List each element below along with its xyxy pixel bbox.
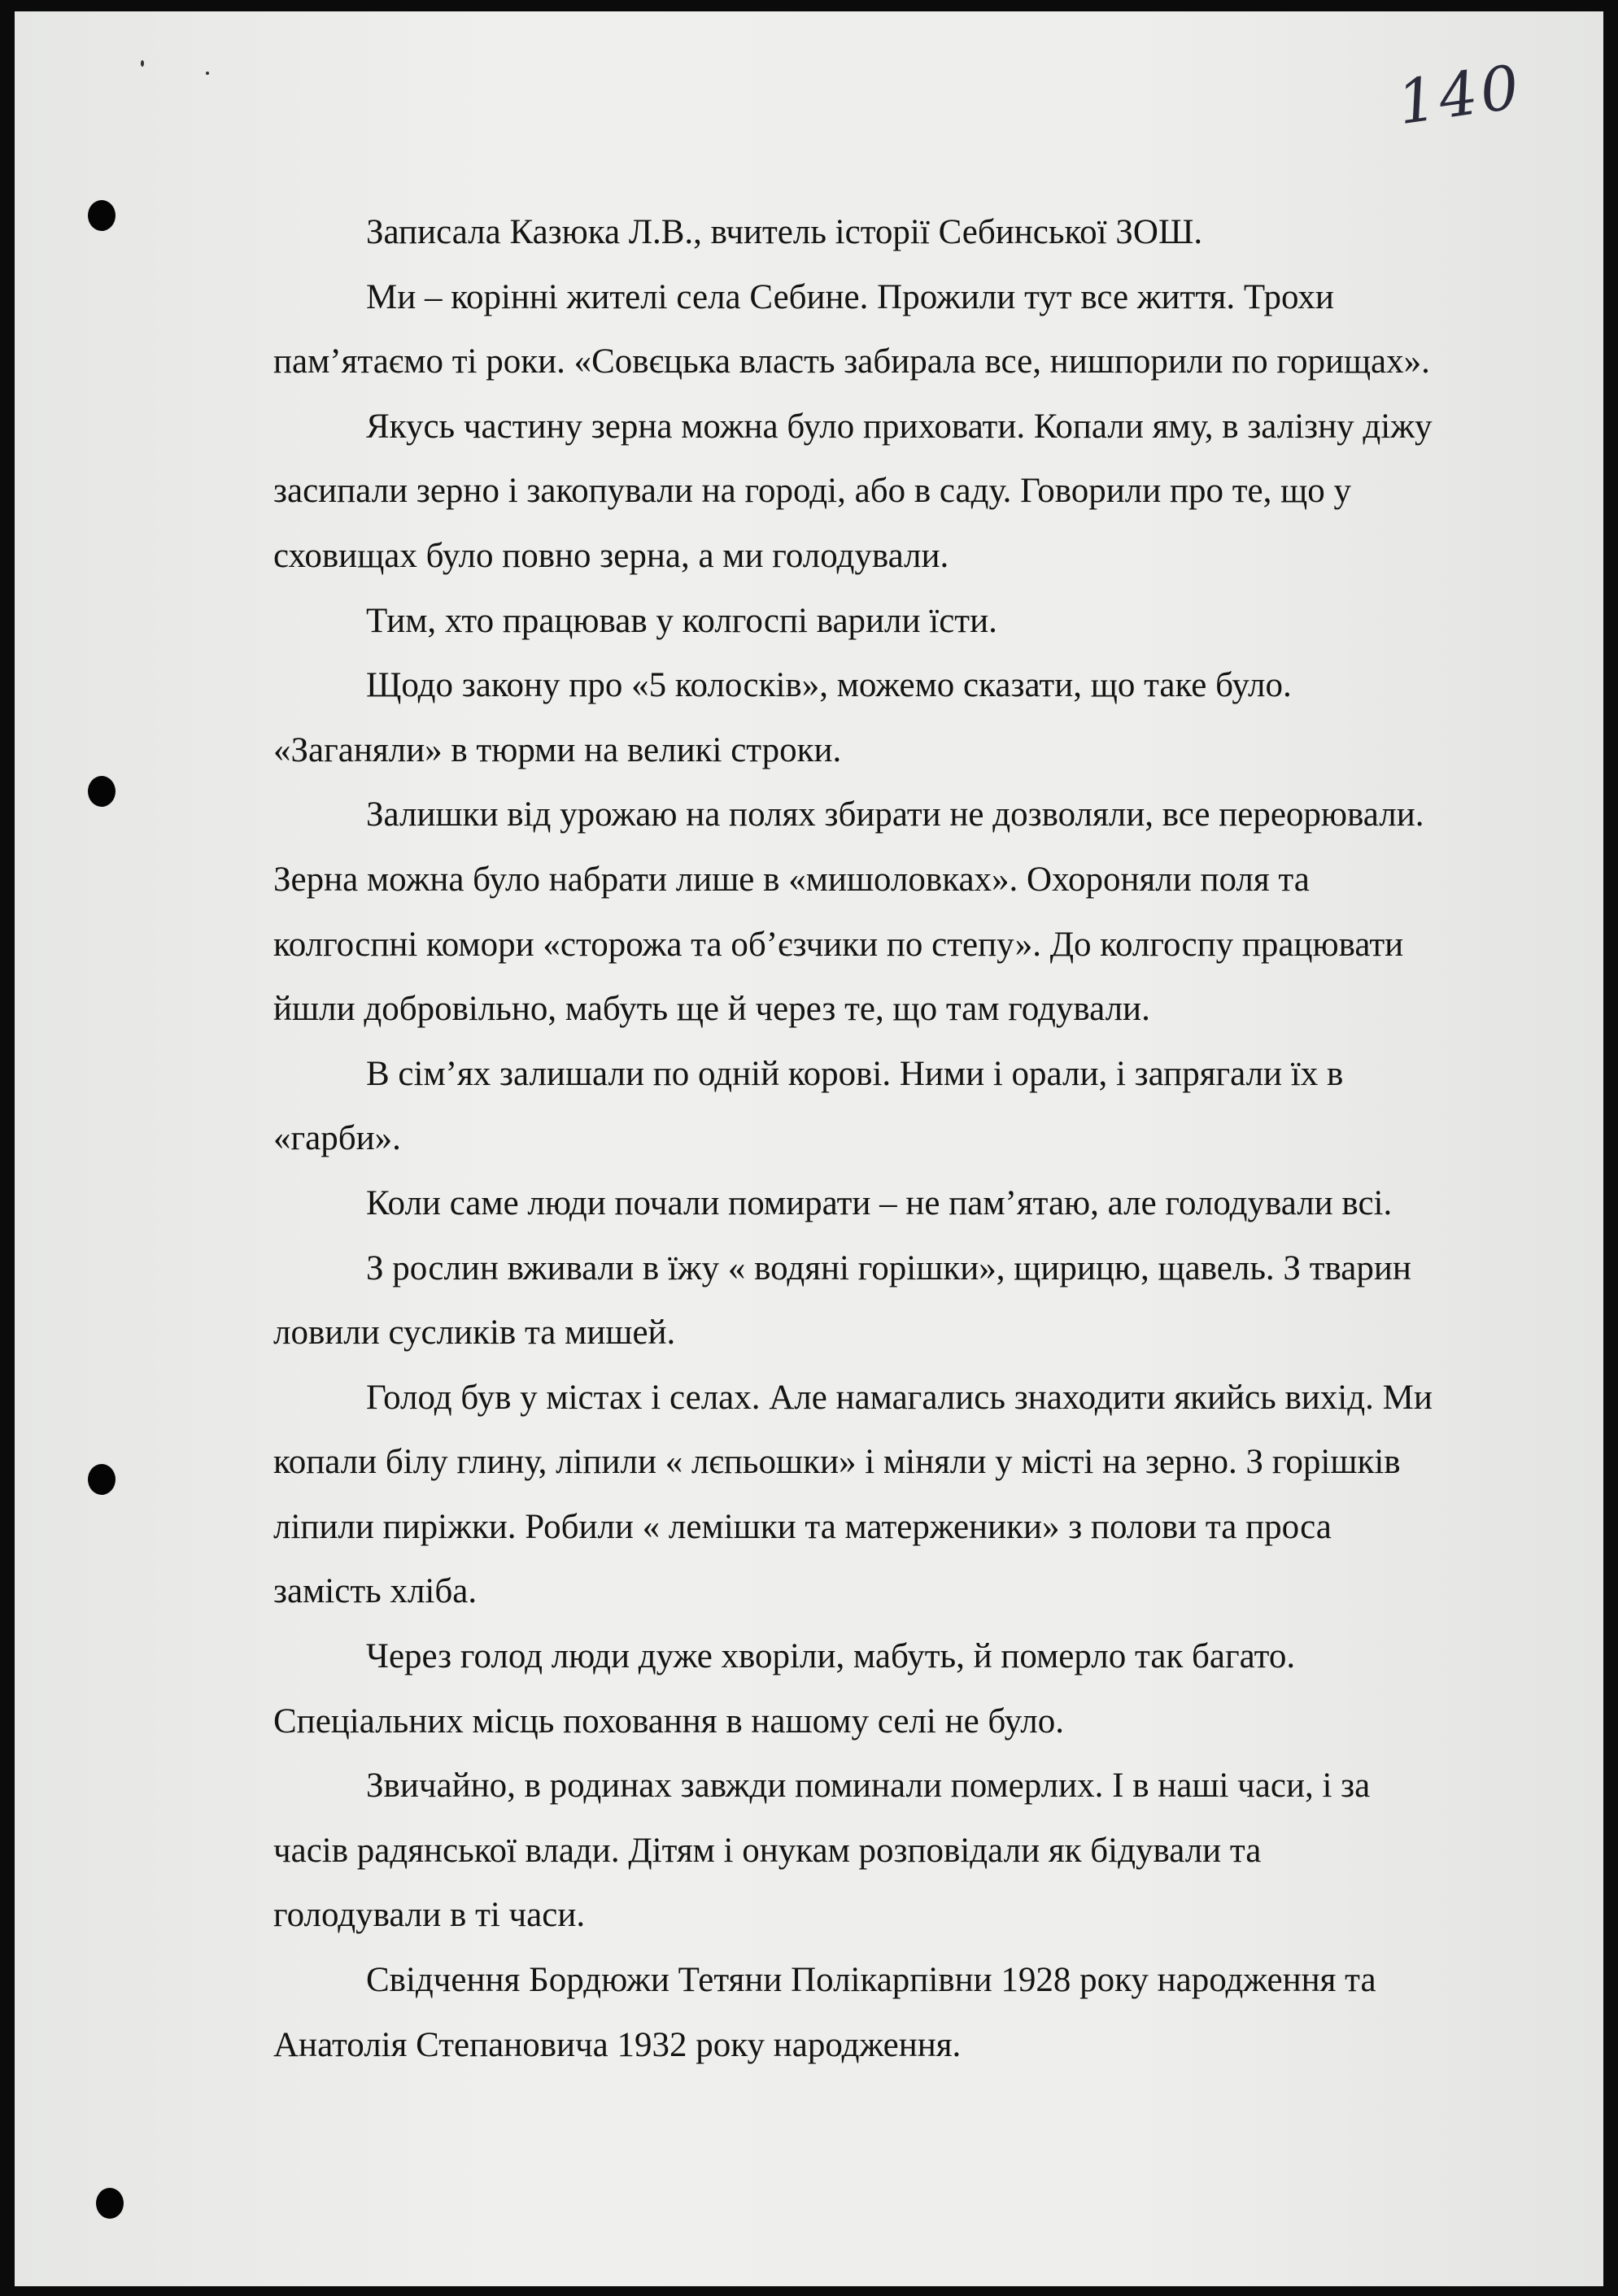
text-line: Записала Казюка Л.В., вчитель історії Себинської ЗОШ.: [366, 213, 1203, 251]
text-line: йшли добровільно, мабуть ще й через те, що там годували.: [273, 990, 1150, 1029]
scan-speck: [206, 72, 209, 75]
text-line: Анатолія Степановича 1932 року народження.: [273, 2025, 962, 2064]
text-line: В сім’ях залишали по одній корові. Ними і орали, і запрягали їх в: [366, 1054, 1344, 1093]
text-line: голодували в ті часи.: [273, 1896, 586, 1935]
text-line: Зерна можна було набрати лише в «мишоловках». Охороняли поля та: [273, 860, 1310, 899]
paragraph: [15, 1042, 1603, 1171]
text-line: Свідчення Бордюжи Тетяни Полікарпівни 1928 року народження та: [366, 1961, 1376, 2000]
paragraph: [15, 589, 1603, 654]
paragraph: [15, 1624, 1603, 1754]
paragraph: [15, 265, 1603, 394]
paragraph: [15, 653, 1603, 782]
text-line: ліпили пиріжки. Робили « лемішки та матерженики» з полови та проса: [273, 1507, 1332, 1546]
text-line: колгоспні комори «сторожа та об’єзчики по степу». До колгоспу працювати: [273, 925, 1404, 964]
paragraph: [15, 1754, 1603, 1948]
text-line: «гарби».: [273, 1119, 401, 1158]
paragraph: [15, 1366, 1603, 1624]
text-line: Щодо закону про «5 колосків», можемо сказати, що таке було.: [366, 666, 1292, 705]
document-page: [15, 11, 1603, 2286]
punch-hole: [96, 2188, 124, 2219]
paragraph: [15, 1171, 1603, 1236]
text-line: сховищах було повно зерна, а ми голодували.: [273, 536, 949, 575]
text-line: часів радянської влади. Дітям і онукам розповідали як бідували та: [273, 1831, 1262, 1870]
text-line: Через голод люди дуже хворіли, мабуть, й померло так багато.: [366, 1637, 1296, 1676]
paragraph: [15, 1948, 1603, 2077]
text-line: Звичайно, в родинах завжди поминали померлих. І в наші часи, і за: [366, 1767, 1371, 1806]
scan-speck: [141, 60, 144, 67]
text-line: Залишки від урожаю на полях збирати не дозволяли, все переорювали.: [366, 795, 1424, 834]
text-line: замість хліба.: [273, 1572, 478, 1611]
text-line: Тим, хто працював у колгоспі варили їсти.: [366, 601, 997, 640]
text-line: Якусь частину зерна можна було приховати. Копали яму, в залізну діжу: [366, 407, 1433, 446]
handwritten-page-number: 140: [1393, 51, 1527, 139]
paragraph: [15, 394, 1603, 589]
paragraph: [15, 1236, 1603, 1366]
text-line: Ми – корінні жителі села Себине. Прожили тут все життя. Трохи: [366, 277, 1334, 316]
document-body: [15, 200, 1603, 2077]
text-line: Голод був у містах і селах. Але намагались знаходити якийсь вихід. Ми: [366, 1378, 1433, 1417]
text-line: «Заганяли» в тюрми на великі строки.: [273, 730, 842, 769]
text-line: засипали зерно і закопували на городі, або в саду. Говорили про те, що у: [273, 472, 1351, 511]
text-line: копали білу глину, ліпили « лєпьошки» і міняли у місті на зерно. З горішків: [273, 1443, 1401, 1482]
paragraph: [15, 782, 1603, 1041]
text-line: З рослин вживали в їжу « водяні горішки», щирицю, щавель. З тварин: [366, 1248, 1411, 1287]
paragraph: [15, 200, 1603, 265]
text-line: Спеціальних місць поховання в нашому селі не було.: [273, 1701, 1064, 1741]
text-line: ловили сусликів та мишей.: [273, 1314, 676, 1353]
text-line: пам’ятаємо ті роки. «Совєцька власть забирала все, нишпорили по горищах».: [273, 342, 1430, 381]
text-line: Коли саме люди почали помирати – не пам’ятаю, але голодували всі.: [366, 1183, 1393, 1222]
